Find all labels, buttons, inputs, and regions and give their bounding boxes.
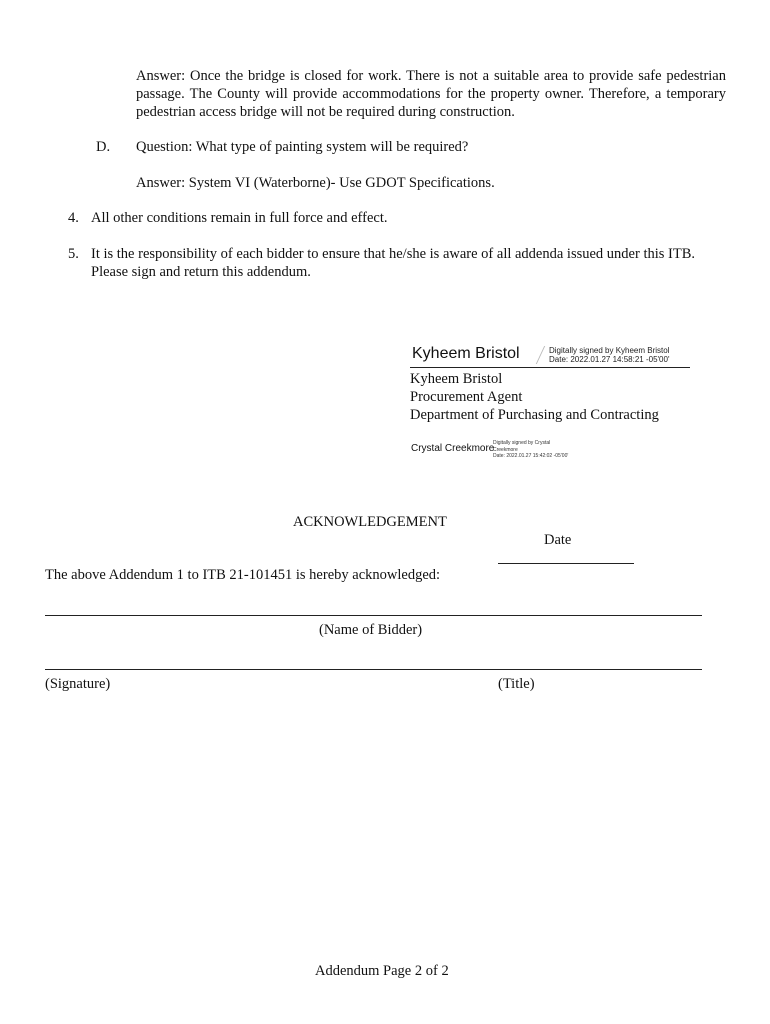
name-of-bidder-label: (Name of Bidder) xyxy=(319,622,423,638)
item-d-letter: D. xyxy=(96,139,111,155)
signature-crystal-creekmore: Crystal Creekmore xyxy=(411,443,495,454)
digital-signature-line2: Date: 2022.01.27 14:58:21 -05'00' xyxy=(549,355,670,364)
title-label: (Title) xyxy=(498,676,535,692)
item-d-question: Question: What type of painting system will be required? xyxy=(136,139,469,155)
page-footer: Addendum Page 2 of 2 xyxy=(315,963,449,979)
date-line[interactable] xyxy=(498,563,634,564)
digital-signature2-line1: Digitally signed by Crystal xyxy=(493,440,551,446)
item-5-text: It is the responsibility of each bidder to ensure that he/she is aware of all addenda issued under this ITB. Please sign and return this addendum. xyxy=(91,246,696,280)
signature-label: (Signature) xyxy=(45,676,111,692)
digital-signature-line1: Digitally signed by Kyheem Bristol xyxy=(549,346,670,355)
acknowledgement-heading: ACKNOWLEDGEMENT xyxy=(293,514,447,530)
item-d-answer: Answer: System VI (Waterborne)- Use GDOT Specifications. xyxy=(136,175,495,191)
name-of-bidder-line[interactable] xyxy=(45,615,702,616)
item-4-text: All other conditions remain in full force and effect. xyxy=(91,210,388,226)
signer-name: Kyheem Bristol xyxy=(410,371,503,387)
signature-kyheem-bristol: Kyheem Bristol xyxy=(412,345,520,362)
item-4-number: 4. xyxy=(68,210,79,226)
answer-c-paragraph: Answer: Once the bridge is closed for work. There is not a suitable area to provide safe pedestrian passage. The County will provide accommodations for the property owner. Therefore, a temporary pedestrian access bridge will not be required during construction. xyxy=(136,68,726,120)
acknowledgement-statement: The above Addendum 1 to ITB 21-101451 is hereby acknowledged: xyxy=(45,567,441,583)
digital-signature2-line3: Date: 2022.01.27 15:42:02 -05'00' xyxy=(493,453,569,459)
date-label: Date xyxy=(544,532,572,548)
item-5-number: 5. xyxy=(68,246,79,262)
signer-department: Department of Purchasing and Contracting xyxy=(410,407,659,423)
digital-signature2-line2: Creekmore xyxy=(493,446,518,453)
signature-title-line[interactable] xyxy=(45,669,702,670)
signer-title: Procurement Agent xyxy=(410,389,523,405)
digital-signature-divider xyxy=(536,346,545,364)
signature-line xyxy=(410,367,690,368)
